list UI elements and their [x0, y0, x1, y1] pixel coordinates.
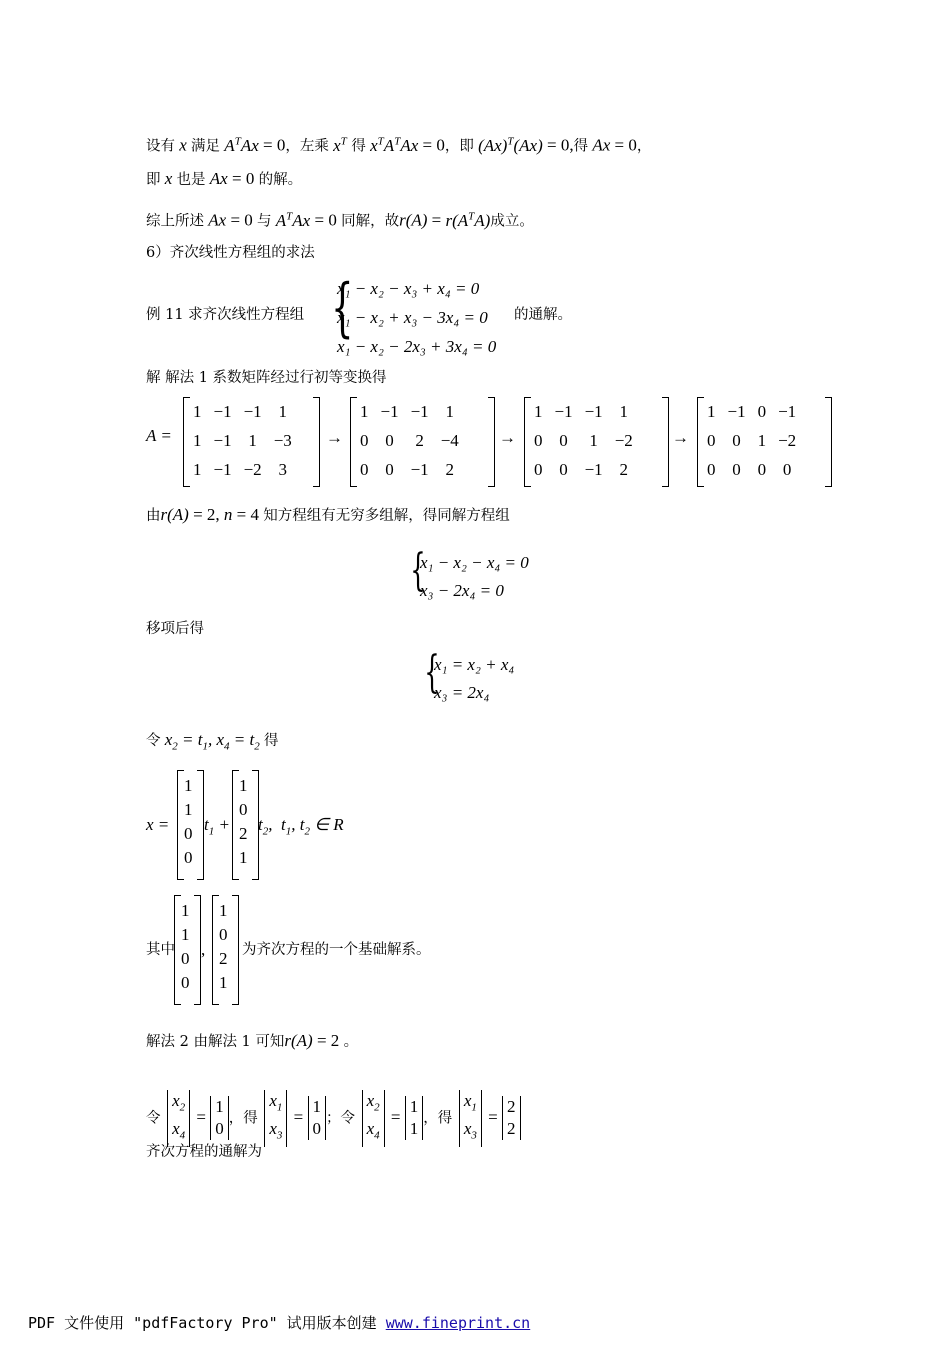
- cell: 1: [184, 776, 193, 795]
- cell: 0: [385, 459, 394, 479]
- cell: −3: [273, 430, 292, 450]
- cell: 1: [181, 925, 190, 944]
- footer-text: PDF 文件使用 "pdfFactory Pro" 试用版本创建: [28, 1314, 386, 1332]
- arrow-icon: →: [326, 428, 343, 447]
- text-line-2: 即 x 也是 Ax = 0 的解。: [146, 169, 303, 188]
- equation: x₁ − x₂ − x₃ + x₄ = 0: [337, 279, 480, 298]
- cell: 1: [239, 776, 248, 795]
- text: 得: [573, 138, 589, 155]
- cell: 0: [757, 401, 767, 421]
- cell: 1: [278, 401, 287, 421]
- cell: 0: [732, 459, 741, 479]
- text: 设有: [146, 138, 175, 155]
- text: 即: [146, 172, 161, 188]
- cell: −1: [778, 401, 797, 421]
- cell: 0: [184, 824, 193, 843]
- basis-label: 其中: [146, 942, 175, 958]
- text: 同解，故: [341, 213, 400, 230]
- cell: −1: [213, 401, 232, 421]
- text: 。: [343, 1034, 359, 1050]
- t2-term: $t_2$, $t_1$, $t_2$ ∈ R: [258, 815, 344, 838]
- cell: 0: [559, 430, 568, 450]
- text: 满足: [191, 138, 221, 155]
- matrix-4: [697, 397, 802, 484]
- text-line-3: 综上所述 Ax = 0 与 $A^TAx = 0$ 同解，故$r(A) = r(A^TA)$成立。: [146, 210, 534, 230]
- cell: 1: [248, 430, 257, 450]
- example-suffix: 的通解。: [514, 307, 572, 323]
- cell: 1: [534, 401, 543, 421]
- cell: 0: [360, 430, 369, 450]
- method-2-line: 解法 2 由解法 1 可知r(A) = 2 。: [146, 1031, 359, 1050]
- cell: −1: [727, 401, 746, 421]
- cell: −1: [410, 459, 429, 479]
- equation: x₃ = 2x₄: [434, 683, 490, 702]
- cell: 0: [782, 459, 792, 479]
- move-terms-text: 移项后得: [146, 621, 204, 637]
- cell: 1: [219, 901, 228, 920]
- cell: 2: [445, 459, 454, 479]
- cell: 1: [445, 401, 454, 421]
- text: 由: [146, 508, 161, 524]
- cell: 1: [360, 401, 369, 421]
- text: ；令: [326, 1110, 355, 1127]
- cell: −1: [243, 401, 262, 421]
- reduced-system: [420, 549, 529, 605]
- let-line: 令 $x_2 = t_1$, $x_4 = t_2$ 得: [146, 730, 279, 753]
- cell: 1: [184, 800, 193, 819]
- text: 也是: [176, 172, 206, 188]
- cell: 3: [278, 459, 287, 479]
- equation: x₁ − x₂ − 2x₃ + 3x₄ = 0: [337, 337, 497, 356]
- text: 令: [146, 1110, 161, 1127]
- section-heading: 6）齐次线性方程组的求法: [146, 245, 315, 261]
- cell: 1: [589, 430, 598, 450]
- cell: 0: [534, 430, 543, 450]
- cell: 0: [732, 430, 741, 450]
- cell: 1: [193, 430, 202, 450]
- cell: 0: [360, 459, 369, 479]
- cell: 1: [239, 848, 248, 867]
- cell: 2: [219, 949, 228, 968]
- rank-line: 由r(A) = 2, n = 4 知方程组有无穷多组解，得同解方程组: [146, 505, 510, 524]
- cell: 0: [219, 925, 228, 944]
- text: 的解。: [258, 172, 303, 188]
- cell: −1: [380, 401, 399, 421]
- arrow-icon: →: [499, 428, 516, 447]
- cell: 2: [619, 459, 628, 479]
- text: ，得: [228, 1110, 258, 1127]
- text: ，左乘: [285, 138, 329, 155]
- text: 得: [351, 138, 366, 155]
- cell: −1: [213, 459, 232, 479]
- text: 解法 2 由解法 1 可知: [146, 1034, 285, 1050]
- cell: 0: [757, 459, 767, 479]
- cell: −1: [213, 430, 232, 450]
- footer: [28, 1312, 530, 1333]
- text: 得: [264, 733, 279, 749]
- cell: −4: [440, 430, 459, 450]
- cell: 1: [193, 401, 202, 421]
- matrix-1: [183, 397, 298, 484]
- example-label: 例 11 求齐次线性方程组: [146, 307, 305, 323]
- equation: x₁ − x₂ − x₄ = 0: [420, 553, 529, 572]
- arrow-icon: →: [672, 428, 689, 447]
- cell: −2: [614, 430, 633, 450]
- t1-term: $t_1$ +: [204, 815, 230, 838]
- left-brace: {: [424, 647, 440, 698]
- cell: −1: [584, 401, 603, 421]
- cell: 0: [385, 430, 394, 450]
- cell: 0: [534, 459, 543, 479]
- cell: −1: [410, 401, 429, 421]
- cell: −2: [778, 430, 797, 450]
- text: 知方程组有无穷多组解，得同解方程组: [263, 508, 510, 524]
- text: ，即: [444, 138, 474, 155]
- matrix-2: [350, 397, 465, 484]
- vector-1: [177, 770, 197, 870]
- cell: 0: [707, 459, 716, 479]
- cell: −1: [584, 459, 603, 479]
- footer-link[interactable]: www.fineprint.cn: [385, 1314, 531, 1332]
- cell: 1: [757, 430, 767, 450]
- cell: 0: [707, 430, 716, 450]
- equation: x₁ − x₂ + x₃ − 3x₄ = 0: [337, 308, 488, 327]
- cell: 2: [239, 824, 248, 843]
- moved-system: [434, 651, 514, 707]
- basis-vector-1: [174, 895, 194, 995]
- method-2-assignments: 令 $x_2$ $x_4 = 1$ 0，得 $x_1$ $x_3 = 1$ 0；令 $x_2$ $x_4 = 1$ 1，得 $x_1$ $x_3 = 2$ 2: [146, 1090, 521, 1147]
- cell: 0: [181, 973, 190, 992]
- left-brace: {: [410, 545, 426, 596]
- text: 综上所述: [146, 213, 204, 230]
- cell: 0: [559, 459, 568, 479]
- cell: 1: [219, 973, 228, 992]
- left-brace: {: [331, 271, 354, 345]
- cell: 1: [707, 401, 716, 421]
- text-line-1: 设有 x 满足 $A^TAx = 0$，左乘 $x^T$ 得 $x^TA^TAx = 0$，即 $(Ax)^T(Ax) = 0$,得 Ax = 0，: [146, 135, 652, 155]
- vector-2: [232, 770, 252, 870]
- cell: 1: [193, 459, 202, 479]
- text: 成立。: [490, 213, 534, 230]
- matrix-3: [524, 397, 639, 484]
- text: ，得: [423, 1110, 453, 1127]
- x-equals: x =: [146, 815, 170, 834]
- general-solution-text: 齐次方程的通解为: [146, 1144, 262, 1160]
- cell: 0: [184, 848, 193, 867]
- basis-suffix: 为齐次方程的一个基础解系。: [242, 942, 431, 958]
- text: 与: [257, 213, 272, 230]
- basis-vector-2: [212, 895, 232, 995]
- equation: x₃ − 2x₄ = 0: [420, 581, 504, 600]
- solution-intro: 解 解法 1 系数矩阵经过行初等变换得: [146, 370, 387, 386]
- cell: 1: [181, 901, 190, 920]
- cell: −2: [243, 459, 262, 479]
- text: 令: [146, 733, 161, 749]
- equation: x₁ = x₂ + x₄: [434, 655, 515, 674]
- comma: ,: [201, 940, 206, 959]
- cell: −1: [554, 401, 573, 421]
- cell: 1: [619, 401, 628, 421]
- cell: 2: [415, 430, 424, 450]
- matrix-a-label: A =: [146, 426, 172, 445]
- cell: 0: [239, 800, 248, 819]
- equation-system: [337, 274, 496, 361]
- cell: 0: [181, 949, 190, 968]
